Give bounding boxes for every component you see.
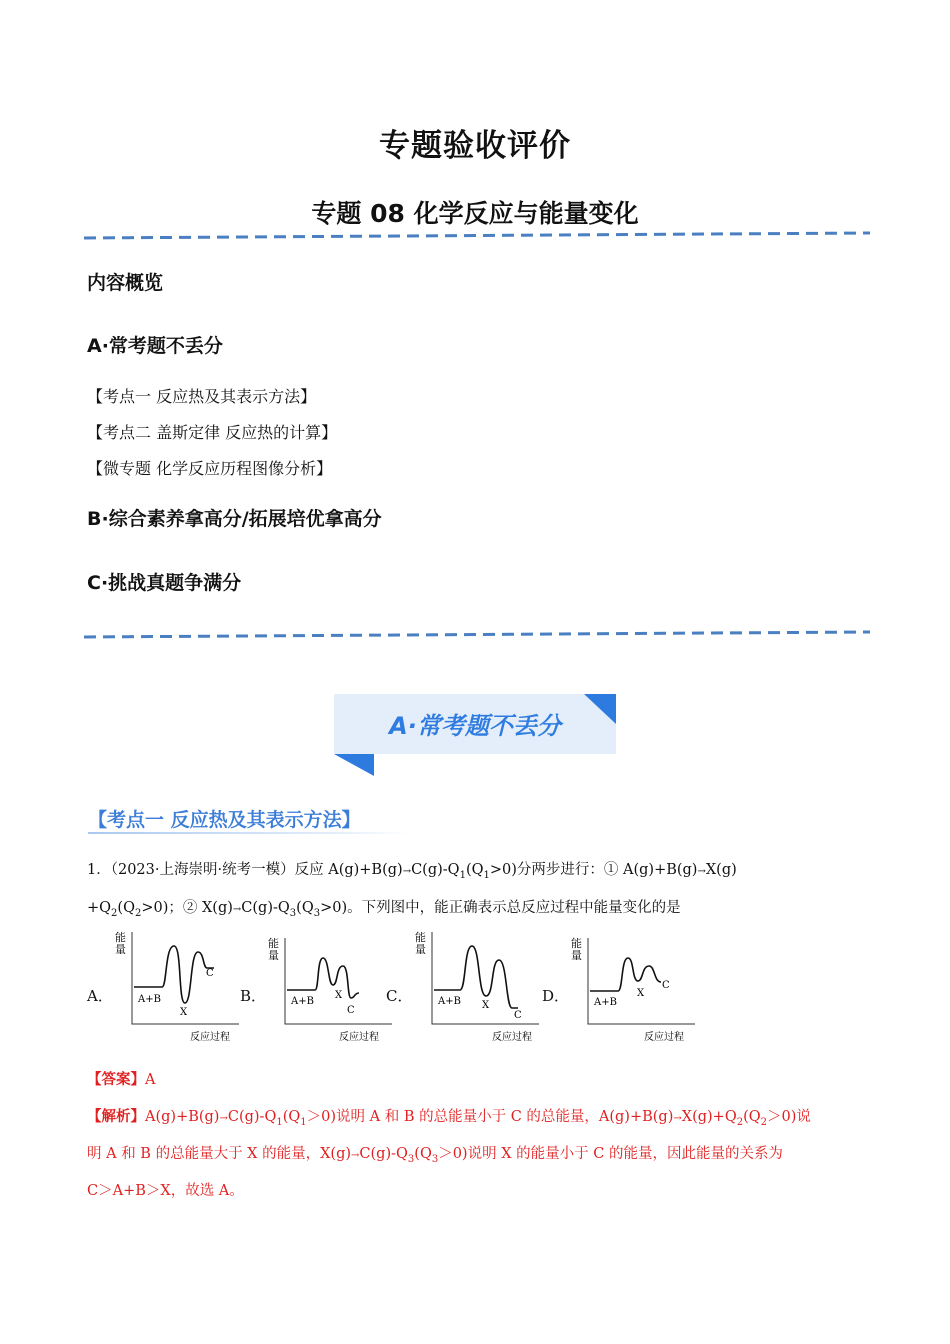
svg-text:C: C	[347, 1005, 355, 1016]
svg-text:A+B: A+B	[291, 996, 314, 1007]
overview-section-a: A·常考题不丢分	[87, 335, 223, 357]
question-line-1: 1．（2023·上海崇明·统考一模）反应 $A(g)+B(g)\to C(g)-Q_1(Q_1>0)$分两步进行：① A(g)+B(g)→X(g)	[87, 862, 737, 881]
svg-text:反应过程: 反应过程	[339, 1032, 379, 1043]
toc-item-3: 【微专题 化学反应历程图像分析】	[87, 459, 333, 478]
svg-text:A+B: A+B	[438, 996, 461, 1007]
svg-text:X: X	[180, 1007, 188, 1018]
svg-text:能: 能	[268, 937, 279, 950]
svg-text:反应过程: 反应过程	[644, 1032, 684, 1043]
svg-text:X: X	[637, 988, 645, 999]
energy-diagram-b	[265, 928, 395, 1046]
svg-text:量: 量	[115, 943, 126, 956]
analysis-line-1: 【解析】$A(g)+B(g)\to C(g)-Q_1(Q_1>0)$说明 A 和 B 的总能量小于 C 的总能量，$A(g)+B(g)\to X(g)+Q_2(Q_2>0)$说	[87, 1108, 811, 1128]
overview-section-b: B·综合素养拿高分/拓展培优拿高分	[87, 508, 382, 530]
svg-text:反应过程: 反应过程	[190, 1032, 230, 1043]
svg-text:X: X	[482, 1000, 490, 1011]
question-line-2: $+Q_2(Q_2>0)$；② $X(g)\to C(g)-Q_3(Q_3>0)$。下列图中，能正确表示总反应过程中能量变化的是	[87, 900, 681, 919]
page-title: 专题验收评价	[379, 128, 571, 164]
kaodian-underline	[88, 832, 410, 834]
analysis-line-3: C＞A+B＞X，故选 A。	[87, 1183, 244, 1199]
page-subtitle: 专题 08 化学反应与能量变化	[311, 199, 639, 228]
toc-item-2: 【考点二 盖斯定律 反应热的计算】	[87, 423, 338, 442]
svg-text:量: 量	[571, 949, 582, 962]
option-c-label: C．	[386, 987, 413, 1005]
svg-text:能: 能	[571, 937, 582, 950]
svg-text:能: 能	[415, 931, 426, 944]
svg-text:量: 量	[268, 949, 279, 962]
top-divider	[84, 231, 874, 241]
banner-text: A·常考题不丢分	[389, 712, 561, 740]
option-a-label: A．	[87, 987, 113, 1005]
svg-text:C: C	[206, 968, 214, 979]
svg-text:反应过程: 反应过程	[492, 1032, 532, 1043]
toc-item-1: 【考点一 反应热及其表示方法】	[87, 387, 317, 406]
energy-diagram-c	[412, 928, 542, 1046]
section-banner	[330, 690, 622, 782]
svg-text:量: 量	[415, 943, 426, 956]
svg-text:X: X	[335, 990, 343, 1001]
svg-text:C: C	[662, 980, 670, 991]
kaodian-title: 【考点一 反应热及其表示方法】	[88, 809, 361, 831]
energy-diagram-d	[566, 928, 696, 1046]
bottom-divider	[84, 630, 874, 640]
option-b-label: B．	[240, 987, 267, 1005]
overview-section-c: C·挑战真题争满分	[87, 572, 242, 594]
svg-text:A+B: A+B	[594, 997, 617, 1008]
overview-heading: 内容概览	[87, 272, 164, 294]
svg-text:C: C	[514, 1010, 522, 1021]
option-d-label: D．	[542, 987, 570, 1005]
svg-text:A+B: A+B	[138, 994, 161, 1005]
analysis-line-2: 明 A 和 B 的总能量大于 X 的能量，$X(g)\to C(g)-Q_3(Q_3>0)$说明 X 的能量小于 C 的能量，因此能量的关系为	[87, 1146, 783, 1165]
energy-diagram-a	[112, 928, 242, 1046]
answer-line: 【答案】A	[87, 1071, 156, 1088]
svg-text:能: 能	[115, 931, 126, 944]
